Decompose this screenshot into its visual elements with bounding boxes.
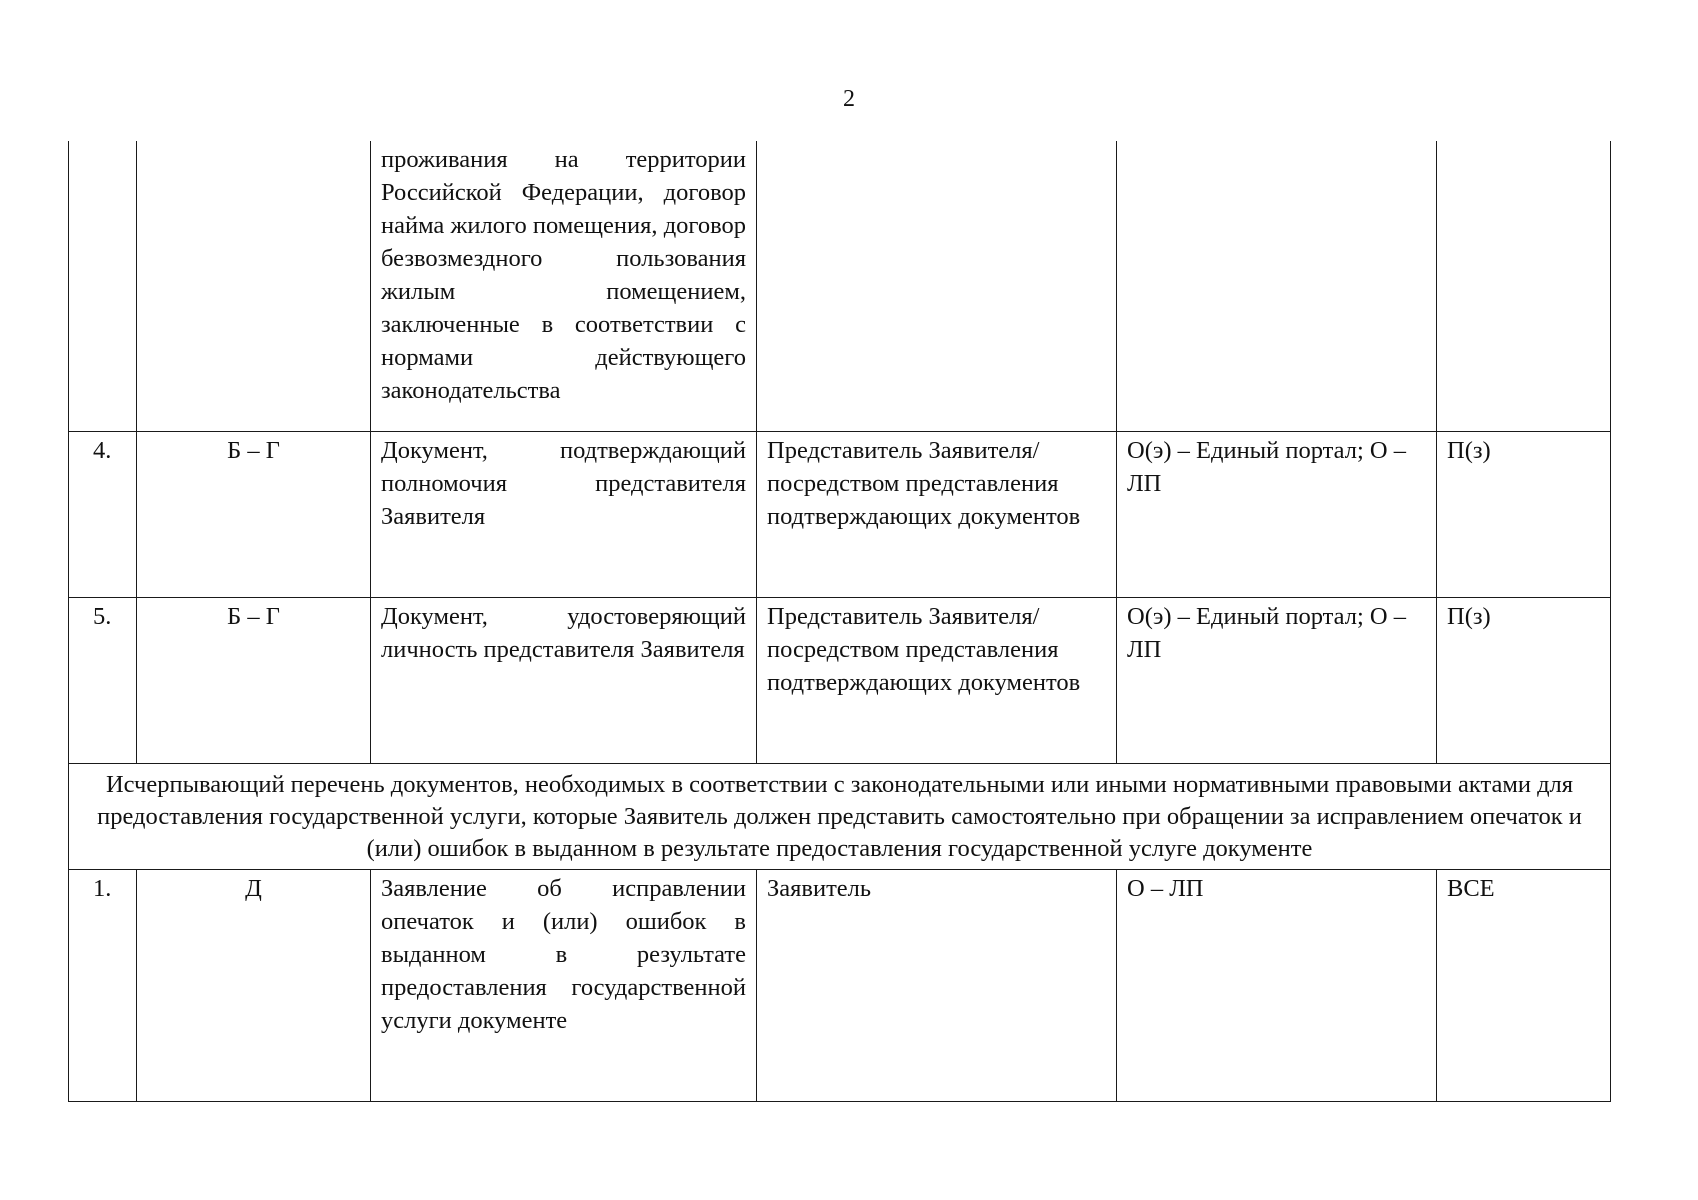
row-number: 5. — [69, 597, 137, 763]
table-row — [69, 869, 1611, 1101]
row-number — [69, 141, 137, 431]
table-row — [69, 431, 1611, 597]
section-heading: Исчерпывающий перечень документов, необходимых в соответствии с законодательными или иными нормативными правовыми актами для предоставления государственной услуги, которые Заявитель должен представить самостоятельно при обращении за исправлением опечаток и (или) ошибок в выданном в результате предоставления государственной услуге документе — [69, 763, 1611, 869]
documents-table — [68, 141, 1611, 1102]
section-heading-row — [69, 763, 1611, 869]
applicant-category: Д — [137, 869, 371, 1101]
document-submitter: Представитель Заявителя/посредством представления подтверждающих документов — [757, 597, 1117, 763]
document-submitter — [757, 141, 1117, 431]
document-name: Заявление об исправлении опечаток и (или) ошибок в выданном в результате предоставления государственной услуги документе — [371, 869, 757, 1101]
document-name: Документ, удостоверяющий личность представителя Заявителя — [371, 597, 757, 763]
document-submitter: Заявитель — [757, 869, 1117, 1101]
row-number: 4. — [69, 431, 137, 597]
table-row — [69, 141, 1611, 431]
document-type: ВСЕ — [1437, 869, 1611, 1101]
applicant-category — [137, 141, 371, 431]
applicant-category: Б – Г — [137, 431, 371, 597]
document-type — [1437, 141, 1611, 431]
document-submitter: Представитель Заявителя/посредством представления подтверждающих документов — [757, 431, 1117, 597]
submission-method: О(э) – Единый портал; О – ЛП — [1117, 431, 1437, 597]
document-type: П(з) — [1437, 431, 1611, 597]
applicant-category: Б – Г — [137, 597, 371, 763]
document-name: Документ, подтверждающий полномочия представителя Заявителя — [371, 431, 757, 597]
submission-method: О(э) – Единый портал; О – ЛП — [1117, 597, 1437, 763]
submission-method — [1117, 141, 1437, 431]
row-number: 1. — [69, 869, 137, 1101]
submission-method: О – ЛП — [1117, 869, 1437, 1101]
document-name: проживания на территории Российской Федерации, договор найма жилого помещения, договор безвозмездного пользования жилым помещением, заключенные в соответствии с нормами действующего законодательства — [371, 141, 757, 431]
page-number: 2 — [843, 86, 855, 112]
table-row — [69, 597, 1611, 763]
document-type: П(з) — [1437, 597, 1611, 763]
